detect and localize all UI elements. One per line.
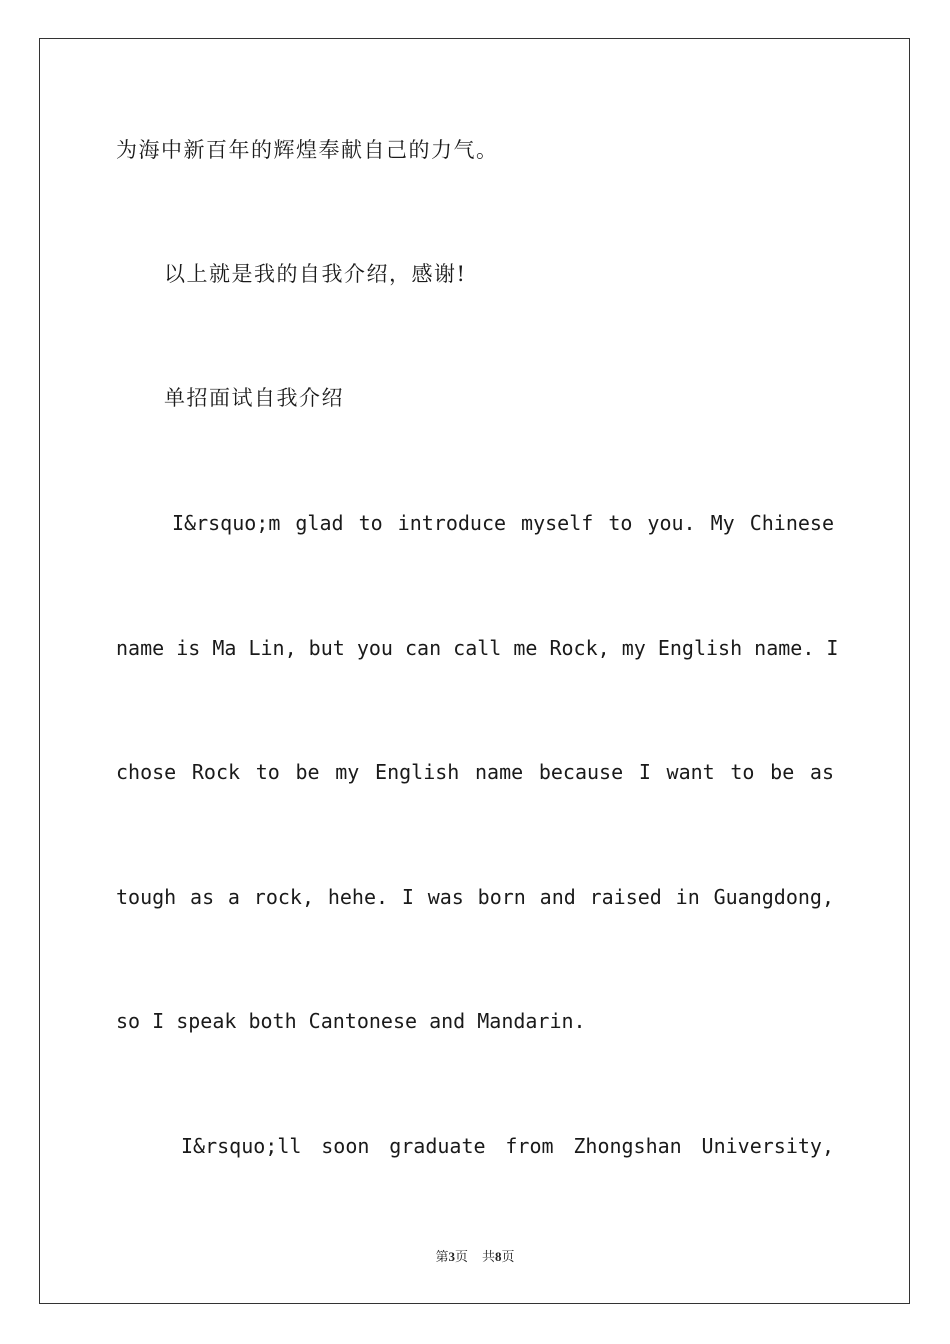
footer-total-pages: 8: [495, 1249, 502, 1264]
page-footer: [0, 1248, 950, 1266]
paragraph-line: I&rsquo;m glad to introduce myself to you. My Chinese: [172, 511, 834, 535]
footer-page-number: 3: [448, 1249, 455, 1264]
page-border: [39, 38, 910, 1304]
paragraph-line: tough as a rock, hehe. I was born and raised in Guangdong,: [116, 885, 834, 909]
paragraph-line: I&rsquo;ll soon graduate from Zhongshan University,: [181, 1134, 834, 1158]
footer-total-suffix: 页: [501, 1249, 515, 1264]
paragraph-line: 以上就是我的自我介绍，感谢!: [164, 262, 467, 286]
paragraph-line: so I speak both Cantonese and Mandarin.: [116, 1009, 586, 1033]
footer-page-suffix: 页: [454, 1249, 468, 1264]
footer-page-prefix: 第: [435, 1249, 449, 1264]
paragraph-line: chose Rock to be my English name because I want to be as: [116, 760, 834, 784]
paragraph-line: name is Ma Lin, but you can call me Rock, my English name. I: [116, 636, 839, 660]
paragraph-line: 为海中新百年的辉煌奉献自己的力气。: [116, 138, 499, 162]
footer-total-prefix: 共: [482, 1249, 496, 1264]
section-heading: 单招面试自我介绍: [164, 386, 344, 410]
